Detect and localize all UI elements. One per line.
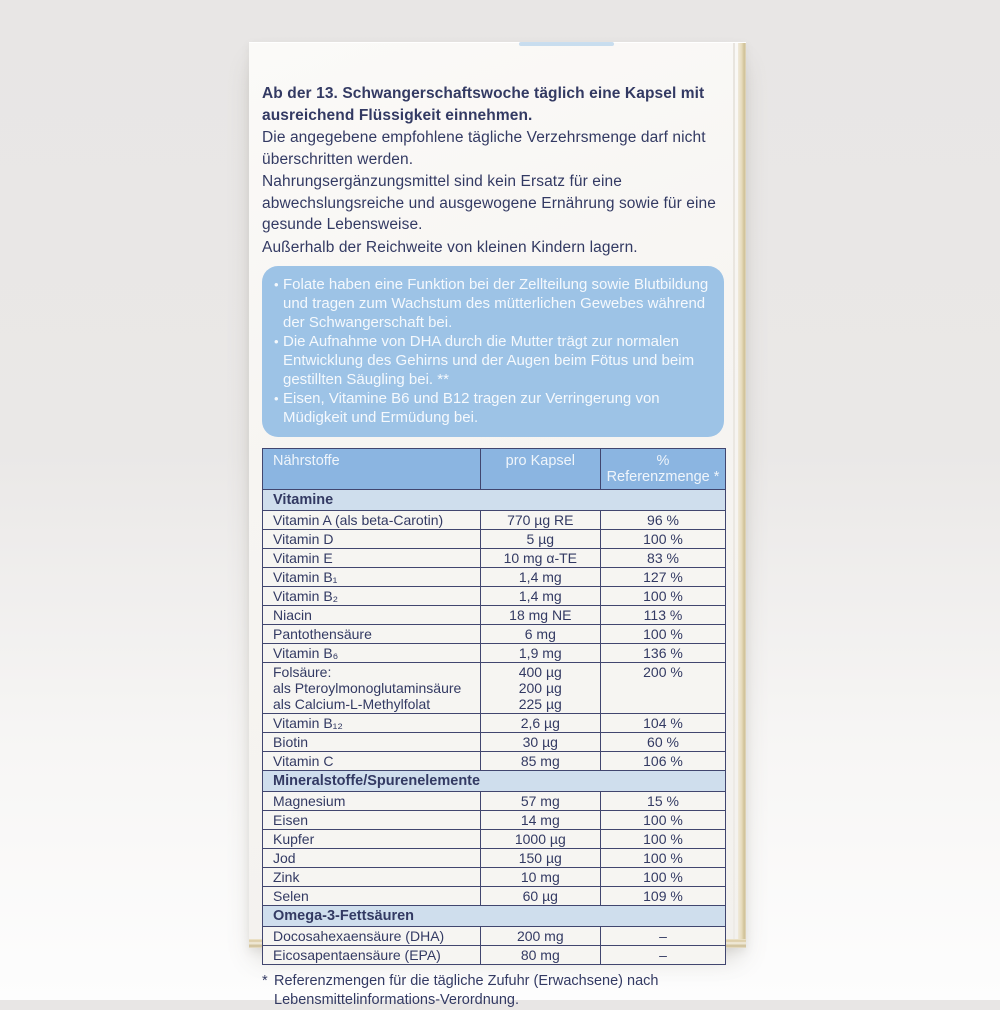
box-side-edge bbox=[738, 43, 746, 948]
reference-cell: 113 % bbox=[600, 606, 725, 625]
nutrient-name-cell: Eisen bbox=[263, 811, 481, 830]
reference-cell: 60 % bbox=[600, 733, 725, 752]
table-row bbox=[263, 625, 726, 644]
reference-cell: 200 % bbox=[600, 663, 725, 714]
amount-cell: 1000 µg bbox=[480, 830, 600, 849]
product-box-back-panel bbox=[249, 42, 746, 1008]
reference-cell: – bbox=[600, 946, 725, 965]
table-row bbox=[263, 811, 726, 830]
table-row bbox=[263, 568, 726, 587]
reference-cell: – bbox=[600, 927, 725, 946]
dosage-warning-text: Die angegebene empfohlene tägliche Verzehrsmenge darf nicht überschritten werden. bbox=[262, 129, 706, 168]
box-top-print-edge bbox=[519, 42, 614, 46]
amount-cell: 5 µg bbox=[480, 530, 600, 549]
nutrient-name-cell: Kupfer bbox=[263, 830, 481, 849]
table-section-row bbox=[263, 906, 726, 927]
footnote-asterisk: * bbox=[262, 973, 268, 989]
nutrient-name-cell: Vitamin E bbox=[263, 549, 481, 568]
amount-cell: 770 µg RE bbox=[480, 511, 600, 530]
table-row bbox=[263, 946, 726, 965]
table-header-row bbox=[263, 449, 726, 490]
section-title: Omega-3-Fettsäuren bbox=[263, 906, 726, 927]
amount-cell: 10 mg bbox=[480, 868, 600, 887]
table-row bbox=[263, 587, 726, 606]
amount-cell: 10 mg α-TE bbox=[480, 549, 600, 568]
amount-cell: 200 mg bbox=[480, 927, 600, 946]
amount-cell: 1,4 mg bbox=[480, 568, 600, 587]
table-row bbox=[263, 830, 726, 849]
amount-cell: 150 µg bbox=[480, 849, 600, 868]
table-section-row bbox=[263, 771, 726, 792]
reference-cell: 100 % bbox=[600, 868, 725, 887]
amount-cell: 18 mg NE bbox=[480, 606, 600, 625]
reference-cell: 83 % bbox=[600, 549, 725, 568]
amount-cell: 85 mg bbox=[480, 752, 600, 771]
supplement-disclaimer-text: Nahrungsergänzungsmittel sind kein Ersatz für eine abwechslungsreiche und ausgewogene Ernährung sowie für eine gesunde Lebensweise. bbox=[262, 173, 716, 233]
table-row bbox=[263, 849, 726, 868]
reference-cell: 100 % bbox=[600, 811, 725, 830]
section-title: Vitamine bbox=[263, 490, 726, 511]
claim-iron-b6-b12: • Eisen, Vitamine B6 und B12 tragen zur Verringerung von Müdigkeit und Ermüdung bei. bbox=[274, 389, 710, 427]
claim-dha: • Die Aufnahme von DHA durch die Mutter trägt zur normalen Entwicklung des Gehirns und der Augen beim Fötus und beim gestillten Säugling bei. ** bbox=[274, 332, 710, 389]
amount-cell: 400 µg 200 µg 225 µg bbox=[480, 663, 600, 714]
amount-cell: 57 mg bbox=[480, 792, 600, 811]
amount-cell: 6 mg bbox=[480, 625, 600, 644]
claim-folate: • Folate haben eine Funktion bei der Zellteilung sowie Blutbildung und tragen zum Wachstum des mütterlichen Gewebes während der Schwangerschaft bei. bbox=[274, 275, 710, 332]
header-nutrients: Nährstoffe bbox=[263, 449, 481, 490]
reference-cell: 100 % bbox=[600, 849, 725, 868]
table-row bbox=[263, 792, 726, 811]
amount-cell: 2,6 µg bbox=[480, 714, 600, 733]
section-title: Mineralstoffe/Spurenelemente bbox=[263, 771, 726, 792]
nutrient-name-cell: Eicosapentaensäure (EPA) bbox=[263, 946, 481, 965]
table-row bbox=[263, 927, 726, 946]
nutrient-name-cell: Vitamin B₁₂ bbox=[263, 714, 481, 733]
dosage-instructions bbox=[262, 83, 728, 258]
amount-cell: 1,4 mg bbox=[480, 587, 600, 606]
table-row bbox=[263, 511, 726, 530]
nutrient-name-cell: Niacin bbox=[263, 606, 481, 625]
nutrient-name-cell: Vitamin C bbox=[263, 752, 481, 771]
health-claims-box bbox=[262, 266, 724, 437]
nutrient-name-cell: Jod bbox=[263, 849, 481, 868]
box-crease bbox=[733, 43, 735, 948]
nutrient-name-cell: Zink bbox=[263, 868, 481, 887]
table-row bbox=[263, 644, 726, 663]
nutrient-name-cell: Vitamin B₂ bbox=[263, 587, 481, 606]
nutrient-name-cell: Vitamin B₁ bbox=[263, 568, 481, 587]
header-per-capsule: pro Kapsel bbox=[480, 449, 600, 490]
table-row bbox=[263, 530, 726, 549]
reference-cell: 136 % bbox=[600, 644, 725, 663]
reference-cell: 100 % bbox=[600, 625, 725, 644]
nutrient-name-cell: Vitamin D bbox=[263, 530, 481, 549]
reference-cell: 15 % bbox=[600, 792, 725, 811]
amount-cell: 60 µg bbox=[480, 887, 600, 906]
table-row bbox=[263, 733, 726, 752]
nutrient-name-cell: Magnesium bbox=[263, 792, 481, 811]
reference-cell: 100 % bbox=[600, 587, 725, 606]
table-row bbox=[263, 868, 726, 887]
table-section-row bbox=[263, 490, 726, 511]
dosage-lead-text: Ab der 13. Schwangerschaftswoche täglich eine Kapsel mit ausreichend Flüssigkeit einnehmen. bbox=[262, 85, 705, 124]
header-reference-amount: % Referenzmenge * bbox=[600, 449, 725, 490]
nutrient-name-cell: Docosahexaensäure (DHA) bbox=[263, 927, 481, 946]
nutrient-name-cell: Vitamin B₆ bbox=[263, 644, 481, 663]
nutrient-name-cell: Vitamin A (als beta-Carotin) bbox=[263, 511, 481, 530]
nutrient-name-cell: Selen bbox=[263, 887, 481, 906]
nutrition-table bbox=[262, 448, 726, 965]
reference-cell: 96 % bbox=[600, 511, 725, 530]
reference-cell: 100 % bbox=[600, 830, 725, 849]
reference-cell: 127 % bbox=[600, 568, 725, 587]
table-row bbox=[263, 549, 726, 568]
table-row bbox=[263, 663, 726, 714]
table-row bbox=[263, 752, 726, 771]
amount-cell: 14 mg bbox=[480, 811, 600, 830]
amount-cell: 30 µg bbox=[480, 733, 600, 752]
nutrient-name-cell: Biotin bbox=[263, 733, 481, 752]
reference-cell: 109 % bbox=[600, 887, 725, 906]
nutrient-name-cell: Folsäure: als Pteroylmonoglutaminsäure als Calcium-L-Methylfolat bbox=[263, 663, 481, 714]
panel-content bbox=[262, 83, 728, 1010]
amount-cell: 80 mg bbox=[480, 946, 600, 965]
table-row bbox=[263, 887, 726, 906]
reference-cell: 106 % bbox=[600, 752, 725, 771]
nutrient-name-cell: Pantothensäure bbox=[263, 625, 481, 644]
reference-cell: 100 % bbox=[600, 530, 725, 549]
table-row bbox=[263, 714, 726, 733]
storage-note-text: Außerhalb der Reichweite von kleinen Kindern lagern. bbox=[262, 238, 638, 256]
reference-cell: 104 % bbox=[600, 714, 725, 733]
amount-cell: 1,9 mg bbox=[480, 644, 600, 663]
reference-footnote bbox=[262, 972, 682, 1010]
table-row bbox=[263, 606, 726, 625]
footnote-text: Referenzmengen für die tägliche Zufuhr (Erwachsene) nach Lebensmittelinformations-Verordnung. bbox=[274, 973, 659, 1008]
